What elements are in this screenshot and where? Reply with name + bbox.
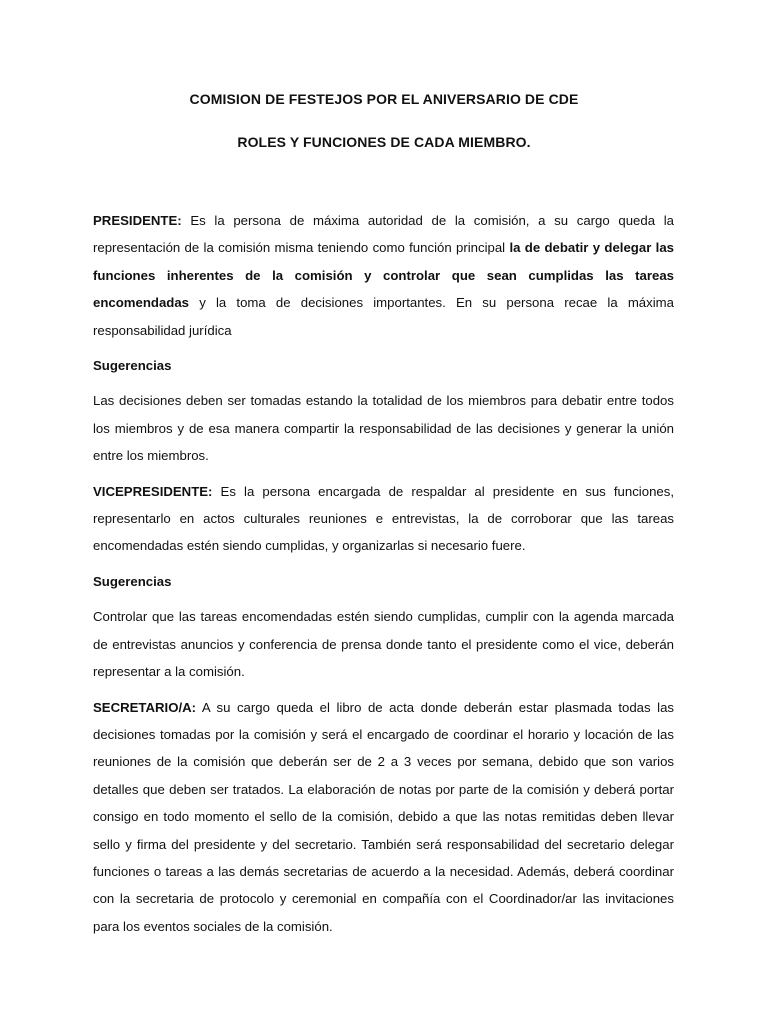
document-title: COMISION DE FESTEJOS POR EL ANIVERSARIO DE CDE (189, 91, 579, 107)
sugerencias-heading-1: Sugerencias (93, 358, 172, 374)
sugerencias-paragraph-1: Las decisiones deben ser tomadas estando la totalidad de los miembros para debatir entre todos los miembros y de esa manera compartir la responsabilidad de las decisiones y generar la unión entre los miembros. (93, 393, 674, 464)
document-subtitle: ROLES Y FUNCIONES DE CADA MIEMBRO. (237, 134, 531, 150)
sugerencias-heading-2: Sugerencias (93, 573, 172, 589)
vicepresidente-label: VICEPRESIDENTE: (93, 483, 213, 499)
presidente-label: PRESIDENTE: (93, 213, 182, 228)
vicepresidente-paragraph (93, 478, 674, 560)
document-body (93, 207, 674, 940)
presidente-paragraph (93, 207, 674, 344)
presidente-text-1: Es la persona de máxima autoridad de la comisión, a su cargo queda la representación de la comisión misma teniendo como función principal (93, 213, 674, 256)
sugerencias-paragraph-2: Controlar que las tareas encomendadas estén siendo cumplidas, cumplir con la agenda marcada de entrevistas anuncios y conferencia de prensa donde tanto el presidente como el vice, deberán representar a la comisión. (93, 609, 674, 680)
secretario-label: SECRETARIO/A: (93, 699, 197, 715)
vicepresidente-text: Es la persona encargada de respaldar al presidente en sus funciones, representarlo en actos culturales reuniones e entrevistas, la de corroborar que las tareas encomendadas estén siendo cumplidas, y organizarlas si necesario fuere. (93, 483, 674, 554)
presidente-bold-text: la de debatir y delegar las funciones inherentes de la comisión y controlar que sean cumplidas las tareas encomendadas (93, 240, 674, 311)
secretario-text: A su cargo queda el libro de acta donde deberán estar plasmada todas las decisiones tomadas por la comisión y será el encargado de coordinar el horario y locación de las reuniones de la comisión que deberán ser de 2 a 3 veces por semana, debido que son varios detalles que deben ser tratados. La elaboración de notas por parte de la comisión y deberá portar consigo en todo momento el sello de la comisión, debido a que las notas remitidas deben llevar sello y firma del presidente y del secretario. También será responsabilidad del secretario delegar funciones o tareas a las demás secretarias de acuerdo a la necesidad. Además, deberá coordinar con la secretaria de protocolo y ceremonial en compañía con el Coordinador/ar las invitaciones para los eventos sociales de la comisión. (93, 699, 674, 934)
presidente-text-2: y la toma de decisiones importantes. En su persona recae la máxima responsabilidad jurídica (93, 295, 674, 338)
secretario-paragraph (93, 694, 674, 941)
